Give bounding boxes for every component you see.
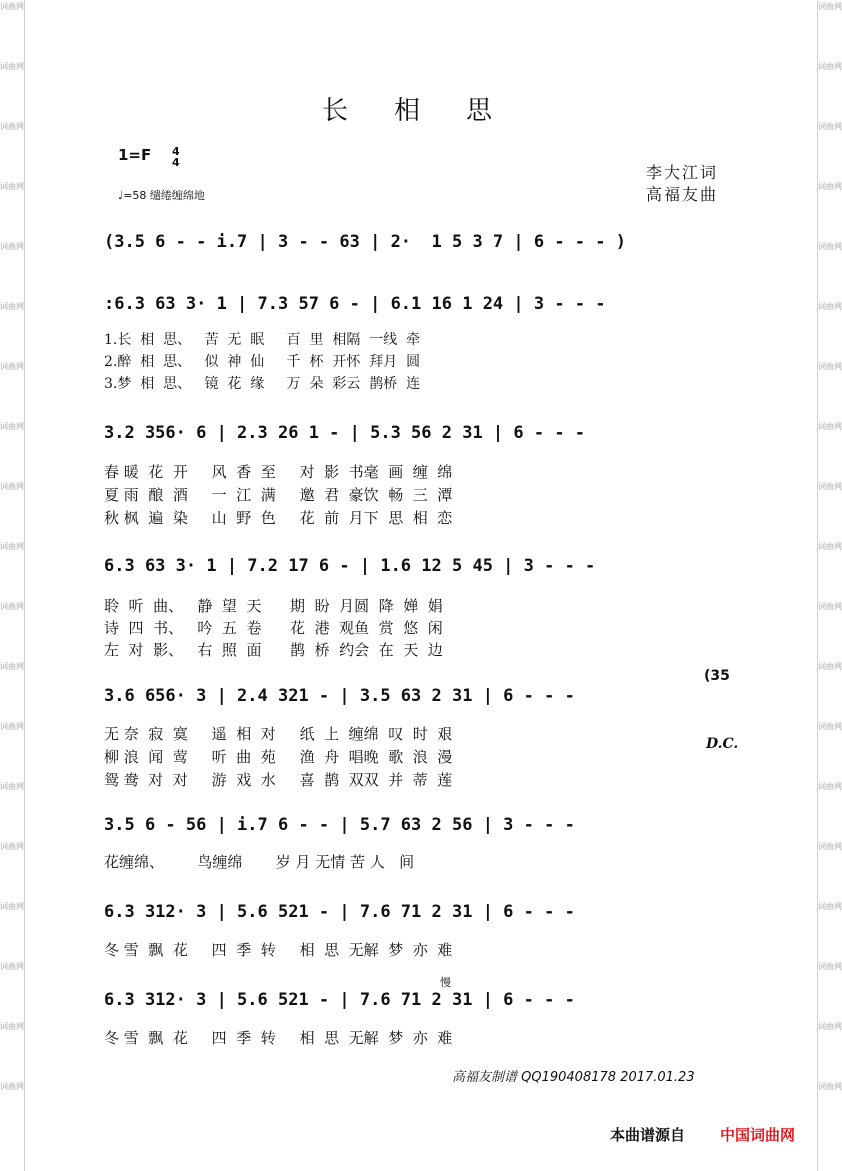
composer-credit: 高福友曲 <box>646 185 719 204</box>
watermark-text: 词曲网 <box>818 362 842 371</box>
watermark-text: 词曲网 <box>818 62 842 71</box>
notation-line-2: :6.3 63 3· 1 | 7.3 57 6 - | 6.1 16 1 24 | 3 - - - <box>104 294 606 314</box>
lyric-line-5-1: 无 奈 寂 寞 遥 相 对 纸 上 缠绵 叹 时 艰 <box>104 725 453 743</box>
lyric-line-2-1: 1.长 相 思、 苦 无 眠 百 里 相隔 一线 牵 <box>104 332 421 348</box>
notation-line-8: 6.3 312· 3 | 5.6 521 - | 7.6 71 2 31 | 6 - - - <box>104 990 575 1010</box>
meter-bottom: 4 <box>172 156 180 169</box>
notation-line-5: 3.6 656· 3 | 2.4 321 - | 3.5 63 2 31 | 6 - - - <box>104 686 575 706</box>
notation-line-4: 6.3 63 3· 1 | 7.2 17 6 - | 1.6 12 5 45 | 3 - - - <box>104 556 596 576</box>
watermark-text: 词曲网 <box>818 842 842 851</box>
watermark-text: 词曲网 <box>818 1022 842 1031</box>
watermark-text: 词曲网 <box>0 722 24 731</box>
watermark-text: 词曲网 <box>818 242 842 251</box>
watermark-text: 词曲网 <box>818 1082 842 1091</box>
watermark-text: 词曲网 <box>818 602 842 611</box>
right-watermark-strip <box>817 0 842 1171</box>
watermark-text: 词曲网 <box>0 962 24 971</box>
watermark-text: 词曲网 <box>0 242 24 251</box>
meter-top: 4 <box>172 145 180 158</box>
page-title: 长相思 <box>322 96 539 126</box>
lyric-line-3-1: 春 暖 花 开 风 香 至 对 影 书毫 画 缠 绵 <box>104 463 453 481</box>
watermark-text: 词曲网 <box>0 302 24 311</box>
tempo-marking: ♩=58 缱绻缠绵地 <box>118 189 205 202</box>
watermark-text: 词曲网 <box>818 542 842 551</box>
watermark-text: 词曲网 <box>818 302 842 311</box>
watermark-text: 词曲网 <box>818 662 842 671</box>
watermark-text: 词曲网 <box>0 842 24 851</box>
lyric-line-7-1: 冬 雪 飘 花 四 季 转 相 思 无解 梦 亦 难 <box>104 941 453 959</box>
watermark-text: 词曲网 <box>0 1022 24 1031</box>
watermark-text: 词曲网 <box>0 662 24 671</box>
watermark-text: 词曲网 <box>0 2 24 11</box>
lyric-line-3-2: 夏 雨 酿 酒 一 江 满 邀 君 豪饮 畅 三 潭 <box>104 486 453 504</box>
watermark-text: 词曲网 <box>0 182 24 191</box>
lyric-line-8-1: 冬 雪 飘 花 四 季 转 相 思 无解 梦 亦 难 <box>104 1029 453 1047</box>
watermark-text: 词曲网 <box>818 182 842 191</box>
watermark-text: 词曲网 <box>0 902 24 911</box>
watermark-text: 词曲网 <box>0 422 24 431</box>
lyric-line-4-2: 诗 四 书、 吟 五 卷 花 港 观鱼 赏 悠 闲 <box>104 619 443 637</box>
lyric-line-2-3: 3.梦 相 思、 镜 花 缘 万 朵 彩云 鹊桥 连 <box>104 376 421 392</box>
lyric-line-2-2: 2.醉 相 思、 似 神 仙 千 杯 开怀 拜月 圆 <box>104 354 421 370</box>
lyric-line-4-1: 聆 听 曲、 静 望 天 期 盼 月圆 降 婵 娟 <box>104 597 443 615</box>
watermark-text: 词曲网 <box>0 122 24 131</box>
notation-line-1: (3.5 6 - - i.7 | 3 - - 63 | 2· 1 5 3 7 | 6 - - - ) <box>104 232 626 252</box>
watermark-text: 词曲网 <box>818 962 842 971</box>
source-prefix: 本曲谱源自 <box>610 1126 686 1144</box>
key-signature: 1=F <box>118 146 152 164</box>
watermark-text: 词曲网 <box>818 482 842 491</box>
source-site-link[interactable]: 中国词曲网 <box>720 1126 796 1144</box>
watermark-text: 词曲网 <box>818 782 842 791</box>
watermark-text: 词曲网 <box>0 1082 24 1091</box>
watermark-text: 词曲网 <box>0 542 24 551</box>
watermark-text: 词曲网 <box>0 602 24 611</box>
watermark-text: 词曲网 <box>818 122 842 131</box>
notation-line-3: 3.2 356· 6 | 2.3 26 1 - | 5.3 56 2 31 | 6 - - - <box>104 423 586 443</box>
watermark-text: 词曲网 <box>818 2 842 11</box>
lyric-line-5-2: 柳 浪 闻 莺 听 曲 苑 渔 舟 唱晚 歌 浪 漫 <box>104 748 453 766</box>
notation-line-6: 3.5 6 - 56 | i.7 6 - - | 5.7 63 2 56 | 3 - - - <box>104 815 575 835</box>
watermark-text: 词曲网 <box>0 482 24 491</box>
left-watermark-strip <box>0 0 25 1171</box>
watermark-text: 词曲网 <box>0 362 24 371</box>
watermark-text: 词曲网 <box>818 422 842 431</box>
lyricist-credit: 李大江词 <box>646 163 719 182</box>
lyric-line-6-1: 花缠绵、 鸟缠绵 岁 月 无情 苦 人 间 <box>104 853 415 871</box>
volta-mark: (35 <box>704 668 730 684</box>
lyric-line-5-3: 鸳 鸯 对 对 游 戏 水 喜 鹊 双双 并 蒂 莲 <box>104 771 453 789</box>
notation-line-7: 6.3 312· 3 | 5.6 521 - | 7.6 71 2 31 | 6 - - - <box>104 902 575 922</box>
da-capo-mark: D.C. <box>706 736 739 752</box>
lyric-line-4-3: 左 对 影、 右 照 面 鹊 桥 约会 在 天 边 <box>104 641 443 659</box>
watermark-text: 词曲网 <box>818 722 842 731</box>
maker-credit: 高福友制谱 QQ190408178 2017.01.23 <box>452 1070 695 1085</box>
watermark-text: 词曲网 <box>818 902 842 911</box>
slow-tempo-mark: 慢 <box>440 976 451 989</box>
lyric-line-3-3: 秋 枫 遍 染 山 野 色 花 前 月下 思 相 恋 <box>104 509 453 527</box>
time-signature <box>172 146 180 168</box>
watermark-text: 词曲网 <box>0 782 24 791</box>
watermark-text: 词曲网 <box>0 62 24 71</box>
